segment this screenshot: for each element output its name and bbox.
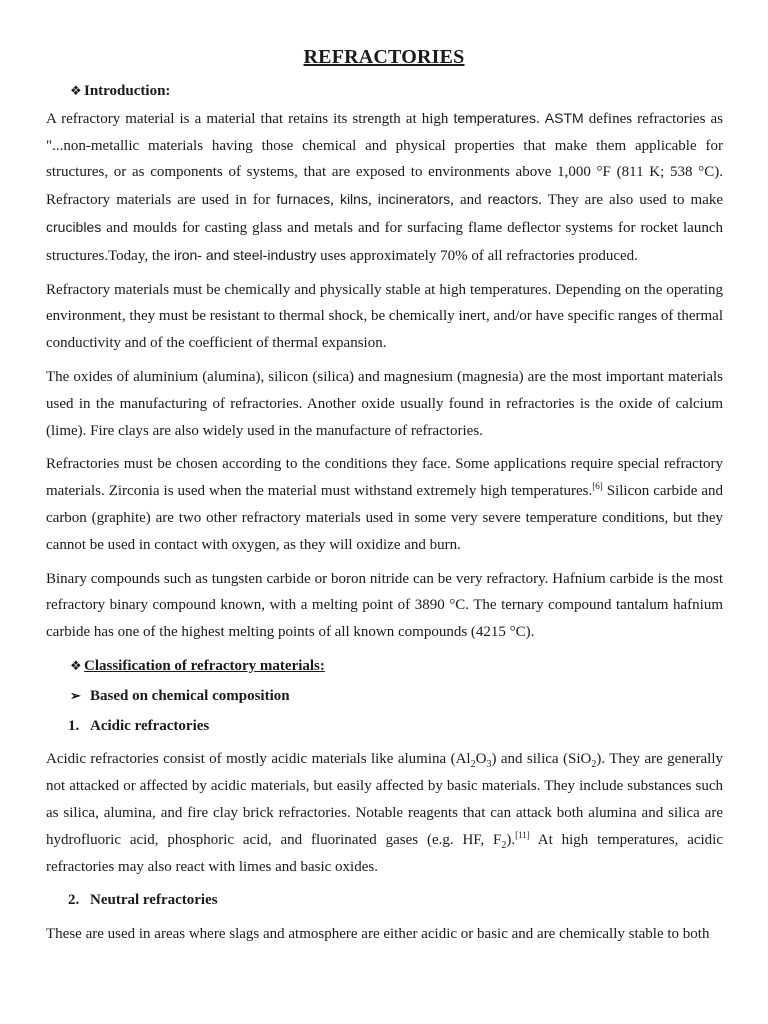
link-iron-steel-industry[interactable]: iron- and steel-industry xyxy=(173,246,317,263)
intro-paragraph-1: A refractory material is a material that retains its strength at high temperatures. ASTM defines refractories as "...non-metallic materials having those chemical and physical properties that make them applicable for structures, or as components of systems, that are exposed to environments above 1,000 °F (811 K; 538 °C). Refractory materials are used in for furnaces, kilns, incinerators, and reactors. They are also used to make crucibles and moulds for casting glass and metals and for surfacing flame deflector systems for rocket launch structures.Today, the iron- and steel-industry uses approximately 70% of all refractories produced. xyxy=(46,109,724,264)
link-temperatures[interactable]: temperatures xyxy=(453,109,536,126)
acidic-refractories-heading: 1. Acidic refractories xyxy=(68,717,210,734)
neutral-refractories-heading: 2. Neutral refractories xyxy=(68,892,218,909)
reference-6[interactable]: [6] xyxy=(592,481,603,492)
intro-paragraph-4: Refractories must be chosen according to the conditions they face. Some applications require special refractory materials. Zirconia is used when the material must withstand extremely high temperatures.[6] Silicon carbide and carbon (graphite) are two other refractory materials used in some very severe temperature conditions, but they cannot be used in contact with oxygen, as they will oxidize and burn. xyxy=(46,456,723,553)
link-zirconia[interactable]: Zirconia xyxy=(108,483,160,500)
classification-heading: ❖ Classification of refractory materials: xyxy=(46,653,723,680)
link-kilns[interactable]: kilns xyxy=(339,191,368,208)
page-title: REFRACTORIES xyxy=(303,46,465,68)
link-incinerators[interactable]: incinerators xyxy=(377,191,451,208)
intro-paragraph-3: The oxides of aluminium (alumina), silicon (silica) and magnesium (magnesia) are the most important materials used in the manufacturing of refractories. Another oxide usually found in refractories is the oxide of calcium (lime). Fire clays are also widely used in the manufacture of refractories. xyxy=(46,368,723,439)
diamond-bullet-icon: ❖ xyxy=(70,657,82,673)
link-reactors[interactable]: reactors xyxy=(487,191,539,208)
neutral-paragraph: These are used in areas where slags and atmosphere are either acidic or basic and are chemically stable to both xyxy=(46,926,710,943)
intro-paragraph-2: Refractory materials must be chemically and physically stable at high temperatures. Depending on the operating environment, they must be resistant to thermal shock, be chemically inert, and/or have specific ranges of thermal conductivity and of the coefficient of thermal expansion. xyxy=(46,281,723,352)
chemical-composition-heading: ➢ Based on chemical composition xyxy=(46,683,723,710)
reference-11[interactable]: [11] xyxy=(515,829,530,840)
diamond-bullet-icon: ❖ xyxy=(70,83,82,98)
introduction-heading: ❖ Introduction: xyxy=(46,78,723,105)
link-furnaces[interactable]: furnaces xyxy=(276,191,331,208)
link-crucibles[interactable]: crucibles xyxy=(46,218,102,235)
arrow-bullet-icon: ➢ xyxy=(70,687,81,703)
intro-paragraph-5: Binary compounds such as tungsten carbide or boron nitride can be very refractory. Hafnium carbide is the most refractory binary compound known, with a melting point of 3890 °C. The ternary compound tantalum hafnium carbide has one of the highest melting points of all known compounds (4215 °C). xyxy=(46,570,723,641)
acidic-paragraph: Acidic refractories consist of mostly acidic materials like alumina $(Al_2O_3)$ and silica (SiO$_2$). They are generally not attacked or affected by acidic materials, but easily affected by basic materials. They include substances such as silica, alumina, and fire clay brick refractories. Notable reagents that can attack both alumina and silica are hydrofluoric acid, phosphoric acid, and fluorinated gases (e.g. HF, $F_2).[11]$ At high temperatures, acidic refractories may also react with limes and basic oxides. xyxy=(46,751,724,875)
link-astm[interactable]: ASTM xyxy=(544,109,584,126)
document-body xyxy=(46,78,723,948)
